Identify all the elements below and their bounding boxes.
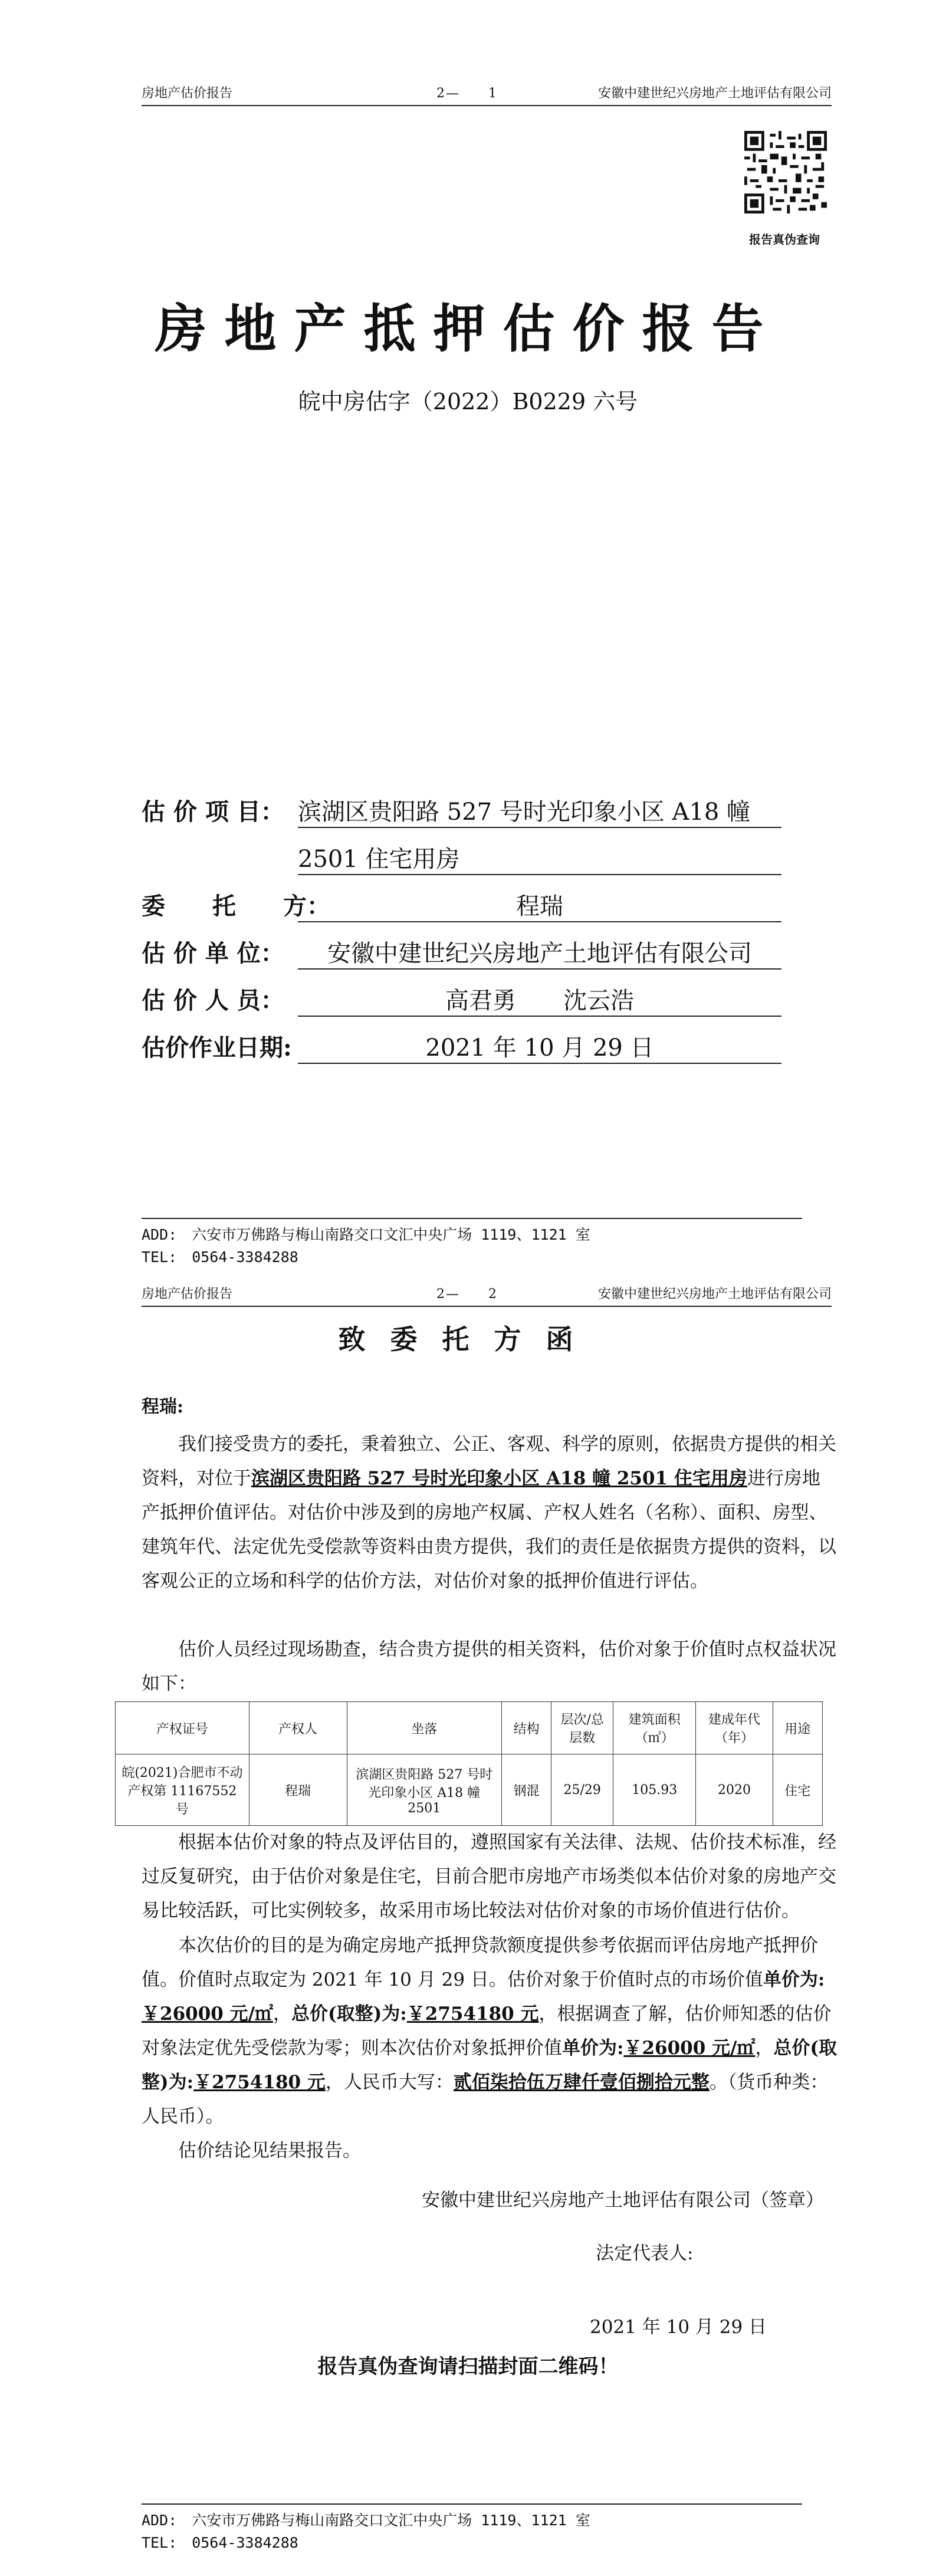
document-number: 皖中房估字（2022）B0229 六号 xyxy=(298,389,638,415)
text: ，根据调查了解，估价师知悉的估价对象法定优先受偿款为零；则本次估价对象抵押价值 xyxy=(142,2003,832,2059)
header-page-number: 2— 1 xyxy=(436,86,498,101)
label: 总价(取整)为: xyxy=(291,2003,407,2025)
header-right: 安徽中建世纪兴房地产土地评估有限公司 xyxy=(597,1287,832,1302)
paragraph-5: 估价结论见结果报告。 xyxy=(178,2140,361,2161)
field-label: 估 价 项 目： xyxy=(142,798,284,826)
unit-price: ￥26000 元/㎡ xyxy=(142,2003,273,2025)
paragraph-4: 本次估价的目的是为确定房地产抵押贷款额度提供参考依据而评估房地产抵押价值。价值时点取定为 2021 年 10 月 29 日。估价对象于价值时点的市场价值单价为:￥26000 元/㎡，总价(取整)为:￥2754180 元，根据调查了解，估价师知悉的估价对象法定优先受偿款为零；则本次估价对象抵押价值单价为:￥26000 元/㎡，总价(取整)为:￥2754180 元，人民币大写：贰佰柒拾伍万肆仟壹佰捌拾元整。（货币种类：人民币）。 xyxy=(142,1935,838,2127)
text: 。（货币种类：人民币）。 xyxy=(142,2072,829,2127)
text: ，人民币大写： xyxy=(325,2072,454,2093)
total-price: ￥2754180 元 xyxy=(406,2003,539,2025)
field-label: 估 价 人 员： xyxy=(142,987,284,1014)
header-right: 安徽中建世纪兴房地产土地评估有限公司 xyxy=(597,86,832,101)
verification-note: 报告真伪查询请扫描封面二维码！ xyxy=(317,2355,619,2378)
field-value: 程瑞 xyxy=(298,888,781,922)
amount-in-words: 贰佰柒拾伍万肆仟壹佰捌拾元整 xyxy=(453,2072,710,2093)
field-value: 2021 年 10 月 29 日 xyxy=(298,1029,781,1064)
table-cell: 滨湖区贵阳路 527 号时光印象小区 A18 幢 2501 xyxy=(347,1754,501,1826)
footer-tel: TEL: 0564-3384288 xyxy=(142,2534,298,2551)
table-cell: 程瑞 xyxy=(249,1754,347,1826)
field-label: 估 价 单 位： xyxy=(142,939,284,967)
table-header: 结构 xyxy=(501,1702,551,1754)
footer-divider xyxy=(142,1218,802,1219)
total-price: ￥2754180 元 xyxy=(193,2072,326,2093)
field-value: 滨湖区贵阳路 527 号时光印象小区 A18 幢 xyxy=(298,793,781,828)
letter-date: 2021 年 10 月 29 日 xyxy=(590,2317,767,2338)
table-cell: 住宅 xyxy=(773,1754,822,1826)
header-page-number: 2— 2 xyxy=(436,1287,498,1302)
qr-code-icon[interactable] xyxy=(744,131,827,213)
table-cell: 25/29 xyxy=(551,1754,613,1826)
field-value: 2501 住宅用房 xyxy=(298,840,781,875)
footer-divider xyxy=(142,2503,802,2505)
footer-tel: TEL: 0564-3384288 xyxy=(142,1248,298,1266)
page-header xyxy=(142,83,832,106)
table-header: 层次/总层数 xyxy=(551,1702,613,1754)
table-cell: 105.93 xyxy=(613,1754,696,1826)
company-signature: 安徽中建世纪兴房地产土地评估有限公司（签章） xyxy=(422,2190,824,2211)
table-cell: 钢混 xyxy=(501,1754,551,1826)
table-header: 产权人 xyxy=(249,1702,347,1754)
field-label: 委 托 方： xyxy=(142,892,330,920)
header-left: 房地产估价报告 xyxy=(142,86,233,101)
property-address: 滨湖区贵阳路 527 号时光印象小区 A18 幢 2501 住宅用房 xyxy=(251,1468,747,1489)
table-cell: 2020 xyxy=(696,1754,773,1826)
text: 进行房地产抵押价值评估。对估价中涉及到的房地产权属、产权人姓名（名称）、面积、房型、建筑年代、法定优先受偿款等资料由贵方提供，我们的责任是依据贵方提供的资料，以客观公正的立场和科学的估价方法，对估价对象的抵押价值进行评估。 xyxy=(142,1468,836,1592)
table-header: 建成年代（年） xyxy=(696,1702,773,1754)
footer-address: ADD: 六安市万佛路与梅山南路交口文汇中央广场 1119、1121 室 xyxy=(142,1226,590,1243)
paragraph-2: 估价人员经过现场勘查，结合贵方提供的相关资料，估价对象于价值时点权益状况如下： xyxy=(142,1639,836,1694)
table-header: 建筑面积（㎡） xyxy=(613,1702,696,1754)
page-footer xyxy=(142,2509,590,2554)
table-row xyxy=(116,1754,823,1826)
label: 总价(取整)为: xyxy=(142,2038,838,2093)
paragraph-1 xyxy=(142,1427,838,1598)
table-header: 产权证号 xyxy=(116,1702,249,1754)
rights-table xyxy=(115,1701,823,1826)
field-value: 安徽中建世纪兴房地产土地评估有限公司 xyxy=(298,935,781,970)
unit-price: ￥26000 元/㎡ xyxy=(623,2038,756,2059)
table-header: 坐落 xyxy=(347,1702,501,1754)
legal-representative: 法定代表人: xyxy=(596,2243,694,2264)
report-title: 房地产抵押估价报告 xyxy=(155,298,781,359)
qr-label: 报告真伪查询 xyxy=(749,232,820,247)
table-cell: 皖(2021)合肥市不动产权第 11167552 号 xyxy=(116,1754,249,1826)
field-label: 估价作业日期: xyxy=(142,1034,292,1062)
letter-title: 致委托方函 xyxy=(338,1323,598,1355)
page-header xyxy=(142,1283,832,1307)
header-left: 房地产估价报告 xyxy=(142,1287,233,1302)
label: 单价为: xyxy=(562,2038,624,2059)
page-footer xyxy=(142,1224,590,1269)
cover-page xyxy=(0,0,936,1286)
text: 我们接受贵方的委托，秉着独立、公正、客观、科学的原则，依据贵方提供的相关资料，对位于 xyxy=(142,1434,836,1489)
label: 单价为: xyxy=(763,1969,825,1990)
table-header-row xyxy=(116,1702,823,1754)
text: 本次估价的目的是为确定房地产抵押贷款额度提供参考依据而评估房地产抵押价值。价值时点取定为 2021 年 10 月 29 日。估价对象于价值时点的市场价值 xyxy=(142,1935,818,1990)
table-header: 用途 xyxy=(773,1702,822,1754)
salutation: 程瑞: xyxy=(142,1397,184,1417)
paragraph-3: 根据本估价对象的特点及评估目的，遵照国家有关法律、法规、估价技术标准，经过反复研究，由于估价对象是住宅，目前合肥市房地产市场类似本估价对象的房地产交易比较活跃，可比实例较多，故采用市场比较法对估价对象的市场价值进行估价。 xyxy=(142,1832,836,1921)
footer-address: ADD: 六安市万佛路与梅山南路交口文汇中央广场 1119、1121 室 xyxy=(142,2512,590,2529)
field-value: 高君勇 沈云浩 xyxy=(298,982,781,1017)
